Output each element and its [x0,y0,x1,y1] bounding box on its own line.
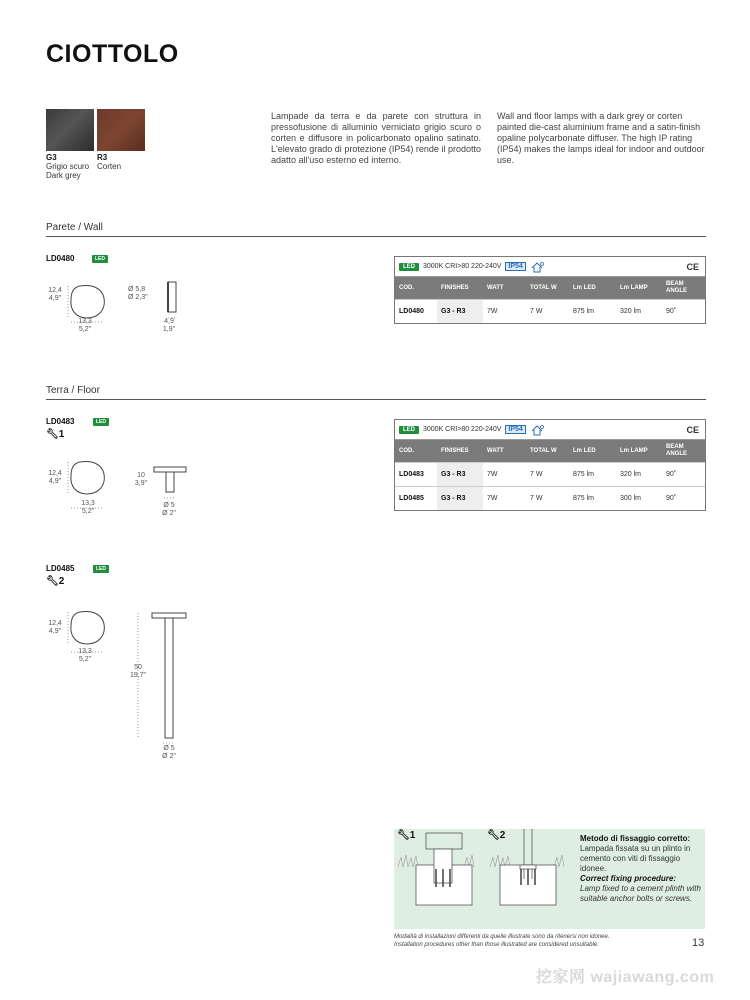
col-header: BEAM ANGLE [662,277,705,300]
fixing-illustration [394,829,574,929]
cell-total-w: 7 W [526,487,569,511]
section-divider [46,399,706,400]
led-badge: LED [93,565,109,573]
dim-post-diameter-in: Ø 2" [162,753,176,760]
spec-text: 3000K CRI>80 220-240V [423,263,502,270]
dim-diameter [128,286,158,302]
product-code-ld0480: LD0480 [46,254,75,263]
fixing-body-it: Lampada fissata su un plinto in cemento con viti di fissaggio idonee. [580,844,691,873]
dim-depth-in: 1,9" [162,326,176,333]
led-badge: LED [93,418,109,426]
dim-post-height-in: 3,9" [134,480,148,487]
dim-post-height-cm: 50 [134,664,142,671]
cell-lm-lamp: 320 lm [616,300,662,324]
fixing-number: 2 [499,830,506,841]
dim-post-diameter-in: Ø 2" [162,510,176,517]
led-badge: LED [92,255,108,263]
cell-beam-angle: 90˚ [662,487,705,511]
finish-name-en: Dark grey [46,171,81,180]
ip-rating-badge: IP54 [505,262,525,271]
col-header: TOTAL W [526,277,569,300]
dim-post-height [124,664,152,680]
dim-width-cm: 13,3 [81,500,95,507]
fixing-number: 1 [58,429,65,440]
fixing-method-1 [46,429,64,440]
ce-mark: CE [686,424,699,435]
cell-finishes: G3 - R3 [437,487,483,511]
col-header: Lm LAMP [616,277,662,300]
dim-diameter-cm: Ø 5,8 [128,286,146,293]
spec-table-wall [394,256,706,324]
dim-height-in: 4,9" [48,478,62,485]
fixing-label-2 [487,830,505,841]
dim-width-cm: 13,3 [78,318,92,325]
indoor-outdoor-icon [530,424,544,436]
footnote-it: Modalità di installazioni differenti da quelle illustrate sono da ritenersi non idonee. [394,934,610,940]
table-header-row [395,440,705,463]
dim-post-diameter [157,502,181,518]
spec-header-bar [395,257,705,277]
col-header: Lm LED [569,440,616,463]
dim-depth-cm: 4,9 [164,318,174,325]
dim-post-height [130,472,152,488]
col-header: BEAM ANGLE [662,440,705,463]
dim-height [44,470,66,486]
dim-depth [158,318,180,334]
cell-lm-led: 875 lm [569,463,616,487]
cell-watt: 7W [483,300,526,324]
col-header: COD. [395,277,437,300]
product-code-ld0483: LD0483 [46,417,75,426]
wrench-icon: 🔧︎ [46,576,59,587]
col-header: Lm LED [569,277,616,300]
fixing-body-en: Lamp fixed to a cement plinth with suitable anchor bolts or screws. [580,884,701,903]
description-english: Wall and floor lamps with a dark grey or corten painted die-cast aluminium frame and a satin-finish opaline polycarbonate diffuser. The high IP rating (IP54) makes the lamps ideal for indoor and outdoor use. [497,111,705,165]
cell-lm-led: 875 lm [569,487,616,511]
dim-post-diameter [157,745,181,761]
finish-label-r3 [97,153,121,171]
cell-total-w: 7 W [526,300,569,324]
dim-height-cm: 12,4 [48,287,62,294]
led-badge: LED [399,263,419,271]
dim-width [73,318,97,334]
dim-height-in: 4,9" [48,628,62,635]
footnote-en: Installation procedures other than those illustrated are considered unsuitable. [394,942,599,948]
cell-lm-lamp: 300 lm [616,487,662,511]
fixing-title-it: Metodo di fissaggio corretto: [580,834,691,843]
ce-mark: CE [686,261,699,272]
section-title-wall: Parete / Wall [46,222,103,233]
col-header: COD. [395,440,437,463]
cell-beam-angle: 90˚ [662,463,705,487]
dim-width-cm: 13,3 [78,648,92,655]
finish-name-it: Corten [97,162,122,171]
spec-table [395,277,705,323]
dim-height [44,287,66,303]
cell-code: LD0480 [395,300,437,324]
cell-finishes: G3 - R3 [437,463,483,487]
finish-swatch-r3 [97,109,145,151]
spec-table [395,440,705,510]
col-header: FINISHES [437,440,483,463]
dim-post-diameter-cm: Ø 5 [163,745,175,752]
fixing-label-1 [397,830,415,841]
table-header-row [395,277,705,300]
finish-swatch-g3 [46,109,94,151]
dim-post-height-in: 19,7" [129,672,147,679]
cell-watt: 7W [483,487,526,511]
fixing-description [580,834,702,904]
cell-code: LD0485 [395,487,437,511]
dim-post-height-cm: 10 [137,472,145,479]
cell-lm-led: 875 lm [569,300,616,324]
dim-diameter-in: Ø 2,3" [128,294,148,301]
spec-header-bar [395,420,705,440]
dim-width [76,500,100,516]
dim-height-cm: 12,4 [48,620,62,627]
watermark: 挖家网 wajiawang.com [536,969,715,986]
page-title: CIOTTOLO [46,40,179,68]
finish-code: G3 [46,153,57,162]
cell-lm-lamp: 320 lm [616,463,662,487]
cell-watt: 7W [483,463,526,487]
page-number: 13 [692,937,705,949]
col-header: TOTAL W [526,440,569,463]
dim-height-in: 4,9" [48,295,62,302]
cell-beam-angle: 90˚ [662,300,705,324]
table-row [395,300,705,324]
cell-total-w: 7 W [526,463,569,487]
wrench-icon: 🔧︎ [397,830,410,841]
dim-width [73,648,97,664]
section-divider [46,236,706,237]
dim-height-cm: 12,4 [48,470,62,477]
wrench-icon: 🔧︎ [487,830,500,841]
dim-post-diameter-cm: Ø 5 [163,502,175,509]
spec-text: 3000K CRI>80 220-240V [423,426,502,433]
indoor-outdoor-icon [530,261,544,273]
led-badge: LED [399,426,419,434]
table-row [395,487,705,511]
cell-code: LD0483 [395,463,437,487]
product-code-ld0485: LD0485 [46,564,75,573]
col-header: FINISHES [437,277,483,300]
section-title-floor: Terra / Floor [46,385,100,396]
finish-code: R3 [97,153,108,162]
ip-rating-badge: IP54 [505,425,525,434]
dim-width-in: 5,2" [78,656,92,663]
fixing-title-en: Correct fixing procedure: [580,874,677,883]
dim-width-in: 5,2" [81,508,95,515]
col-header: Lm LAMP [616,440,662,463]
table-row [395,463,705,487]
col-header: WATT [483,277,526,300]
col-header: WATT [483,440,526,463]
installation-footnote [394,933,694,949]
finish-name-it: Grigio scuro [46,162,90,171]
dim-height [44,620,66,636]
wrench-icon: 🔧︎ [46,429,59,440]
fixing-number: 2 [58,576,65,587]
description-italian: Lampade da terra e da parete con struttura in pressofusione di alluminio verniciato grigio scuro o corten e diffusore in policarbonato opalino satinato. L'elevato grado di protezione (IP54) rende il prodotto adatto all'uso esterno ed interno. [271,111,481,165]
spec-table-floor [394,419,706,511]
dim-width-in: 5,2" [78,326,92,333]
cell-finishes: G3 - R3 [437,300,483,324]
fixing-number: 1 [409,830,416,841]
finish-label-g3 [46,153,89,180]
fixing-method-2 [46,576,64,587]
